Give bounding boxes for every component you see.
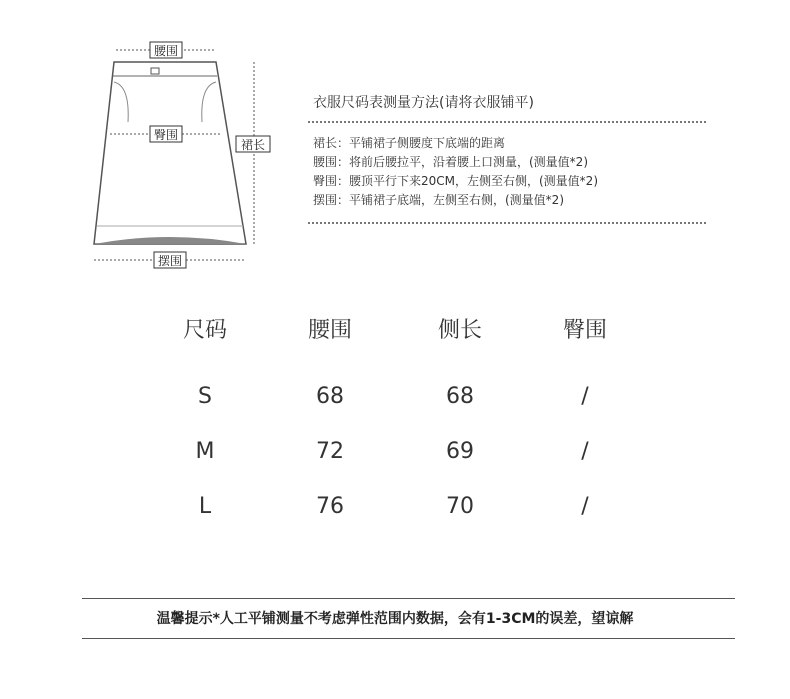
notice-divider-bottom — [82, 638, 735, 639]
side-length-cell: 70 — [446, 494, 474, 519]
instruction-hip: 臀围：腰顶平行下来20CM，左侧至右侧，(测量值*2) — [313, 174, 599, 188]
instruction-waist: 腰围：将前后腰拉平，沿着腰上口测量，(测量值*2) — [313, 155, 588, 169]
side-length-cell: 68 — [446, 384, 474, 409]
header-hip: 臀围 — [562, 318, 607, 343]
waist-label: 腰围 — [153, 44, 179, 58]
table-header-row — [140, 315, 660, 381]
header-waist: 腰围 — [307, 318, 352, 343]
dotted-divider-top — [308, 121, 706, 123]
table-row — [140, 436, 660, 491]
waist-cell: 76 — [316, 494, 344, 519]
table-row — [140, 381, 660, 436]
notice-divider-top — [82, 598, 735, 599]
size-cell: S — [198, 384, 212, 409]
skirt-outline — [94, 62, 246, 244]
size-table — [140, 315, 660, 546]
header-side-length: 侧长 — [437, 318, 482, 343]
hip-label: 臀围 — [153, 128, 179, 142]
waist-cell: 72 — [316, 439, 344, 464]
hip-cell: / — [581, 439, 589, 464]
skirt-measurement-diagram — [80, 30, 280, 280]
instruction-hem: 摆围：平铺裙子底端，左侧至右侧，(测量值*2) — [313, 193, 564, 207]
table-row — [140, 491, 660, 546]
notice-text: 温馨提示*人工平铺测量不考虑弹性范围内数据，会有1-3CM的误差，望谅解 — [156, 611, 634, 627]
size-cell: M — [195, 439, 215, 464]
measurement-instructions — [313, 134, 598, 210]
hip-cell: / — [581, 494, 589, 519]
waist-cell: 68 — [316, 384, 344, 409]
header-size: 尺码 — [182, 318, 227, 343]
side-length-cell: 69 — [446, 439, 474, 464]
button-icon — [151, 68, 159, 74]
hip-cell: / — [581, 384, 589, 409]
size-cell: L — [198, 494, 212, 519]
instruction-length: 裙长：平铺裙子侧腰度下底端的距离 — [313, 136, 506, 150]
measurement-method-title: 衣服尺码表测量方法(请将衣服铺平) — [313, 95, 534, 111]
length-label: 裙长 — [240, 138, 266, 152]
hem-label: 摆围 — [157, 254, 183, 268]
dotted-divider-bottom — [308, 222, 706, 224]
